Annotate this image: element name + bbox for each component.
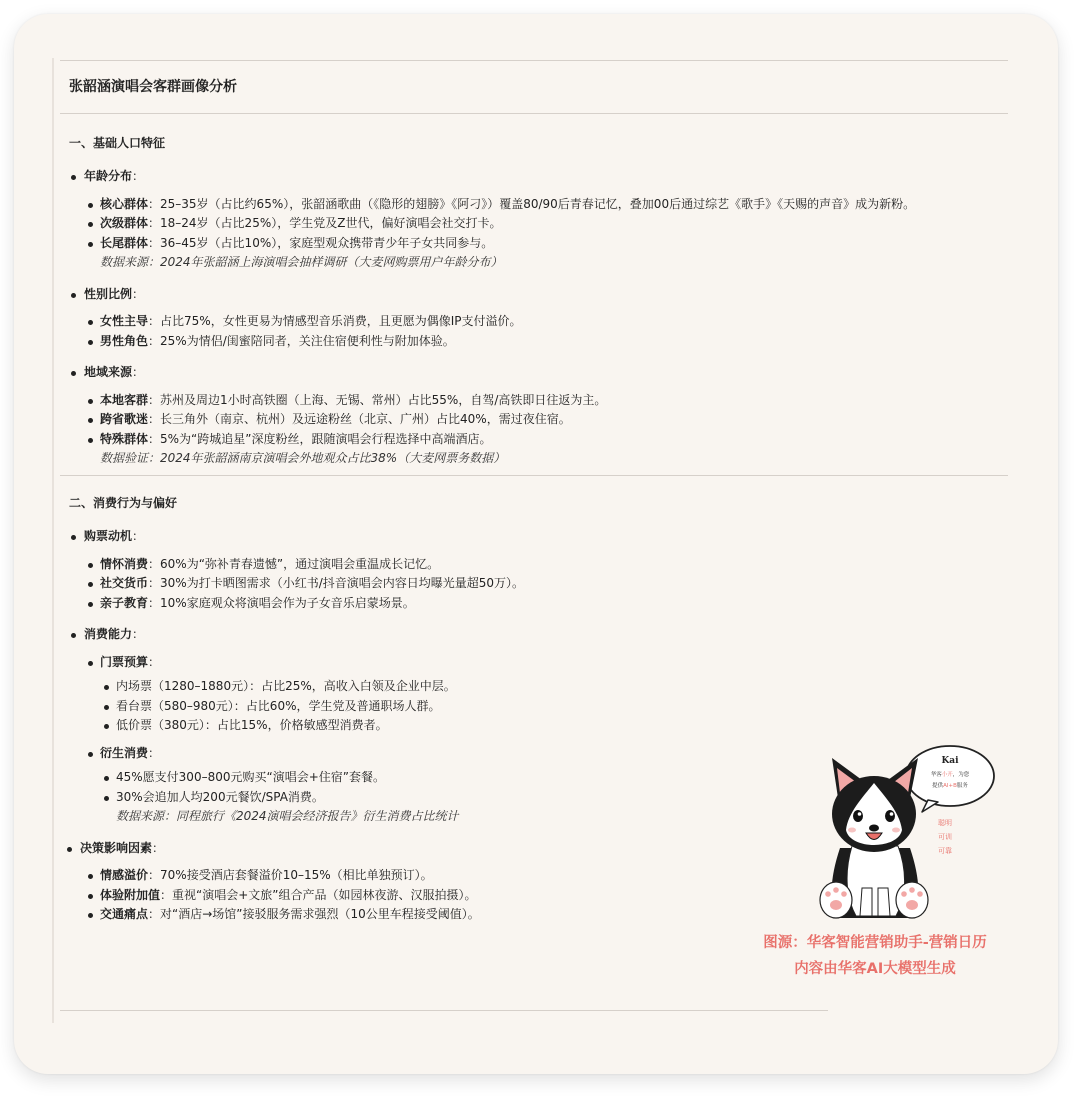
age-list — [60, 195, 1008, 254]
list-item-ticket-budget: 门票预算： — [60, 653, 1008, 673]
data-source-note: 数据来源：同程旅行《2024演唱会经济报告》衍生消费占比统计 — [116, 809, 459, 823]
list-item: 核心群体：25–35岁（占比约65%），张韶涵歌曲（《隐形的翅膀》《阿刁》）覆盖80/90后青春记忆，叠加00后通过综艺《歌手》《天赐的声音》成为新粉。 — [60, 195, 1008, 215]
list-item: 男性角色：25%为情侣/闺蜜陪同者，关注住宿便利性与附加体验。 — [60, 332, 1008, 352]
list-item: 交通痛点：对“酒店→场馆”接驳服务需求强烈（10公里车程接受阈值）。 — [60, 905, 1008, 925]
caption-source: 图源：华客智能营销助手-营销日历 — [763, 935, 987, 951]
list-item: 亲子教育：10%家庭观众将演唱会作为子女音乐启蒙场景。 — [60, 594, 1008, 614]
list-item: 跨省歌迷：长三角外（南京、杭州）及远途粉丝（北京、广州）占比40%，需过夜住宿。 — [60, 410, 1008, 430]
image-caption — [730, 930, 1020, 982]
list-item-derived: 衍生消费： — [60, 744, 1008, 764]
list-item: 低价票（380元）：占比15%，价格敏感型消费者。 — [60, 716, 1008, 736]
list-item: 情感溢价：70%接受酒店套餐溢价10–15%（相比单独预订）。 — [60, 866, 1008, 886]
list-item: 看台票（580–980元）：占比60%，学生党及普通职场人群。 — [60, 697, 1008, 717]
svg-text:提供AI+B服务: 提供AI+B服务 — [932, 783, 968, 789]
motive-list — [60, 555, 1008, 614]
list-item: 特殊群体：5%为“跨城追星”深度粉丝，跟随演唱会行程选择中高端酒店。 — [60, 430, 1008, 450]
section-heading-demographics: 一、基础人口特征 — [69, 135, 166, 150]
speech-bubble — [906, 746, 994, 812]
data-source-note: 数据来源：2024年张韶涵上海演唱会抽样调研（大麦网购票用户年龄分布） — [100, 255, 503, 269]
list-item-gender: 性别比例： — [60, 285, 1008, 305]
left-border — [52, 58, 54, 1023]
list-item: 长尾群体：36–45岁（占比10%），家庭型观众携带青少年子女共同参与。 — [60, 234, 1008, 254]
document-title: 张韶涵演唱会客群画像分析 — [69, 79, 237, 95]
list-item: 女性主导：占比75%，女性更易为情感型音乐消费，且更愿为偶像IP支付溢价。 — [60, 312, 1008, 332]
list-item: 45%愿支付300–800元购买“演唱会+住宿”套餐。 — [60, 768, 1008, 788]
bubble-name: Kai — [941, 756, 959, 766]
bottom-divider — [60, 1010, 828, 1011]
dog-mascot-illustration — [800, 738, 1000, 923]
gender-list — [60, 312, 1008, 351]
region-list — [60, 391, 1008, 450]
list-item-ability: 消费能力： — [60, 625, 1008, 645]
list-item: 30%会追加人均200元餐饮/SPA消费。 — [60, 788, 1008, 808]
list-item: 次级群体：18–24岁（占比25%），学生党及Z世代，偏好演唱会社交打卡。 — [60, 214, 1008, 234]
ticket-list — [60, 677, 1008, 736]
mascot-tag: 可训 — [938, 833, 952, 841]
list-item-region: 地域来源： — [60, 363, 1008, 383]
list-item-factors: 决策影响因素： — [56, 839, 1008, 859]
mascot-tag: 可靠 — [938, 847, 952, 855]
list-item: 体验附加值：重视“演唱会+文旅”组合产品（如园林夜游、汉服拍摄）。 — [60, 886, 1008, 906]
list-item: 本地客群：苏州及周边1小时高铁圈（上海、无锡、常州）占比55%，自驾/高铁即日往返为主。 — [60, 391, 1008, 411]
data-verification-note: 数据验证：2024年张韶涵南京演唱会外地观众占比38%（大麦网票务数据） — [100, 451, 506, 465]
dog-icon — [820, 758, 928, 918]
caption-generated-note: 内容由华客AI大模型生成 — [794, 961, 956, 977]
list-item-age: 年龄分布： — [60, 167, 1008, 187]
list-item: 情怀消费：60%为“弥补青春遗憾”，通过演唱会重温成长记忆。 — [60, 555, 1008, 575]
list-item: 社交货币：30%为打卡晒图需求（小红书/抖音演唱会内容日均曝光量超50万）。 — [60, 574, 1008, 594]
list-item: 内场票（1280–1880元）：占比25%，高收入白领及企业中层。 — [60, 677, 1008, 697]
list-item-motive: 购票动机： — [60, 527, 1008, 547]
svg-text:华客小开，为您: 华客小开，为您 — [930, 772, 970, 778]
section-heading-consumption: 二、消费行为与偏好 — [69, 495, 178, 510]
mascot-tag: 聪明 — [938, 819, 952, 827]
